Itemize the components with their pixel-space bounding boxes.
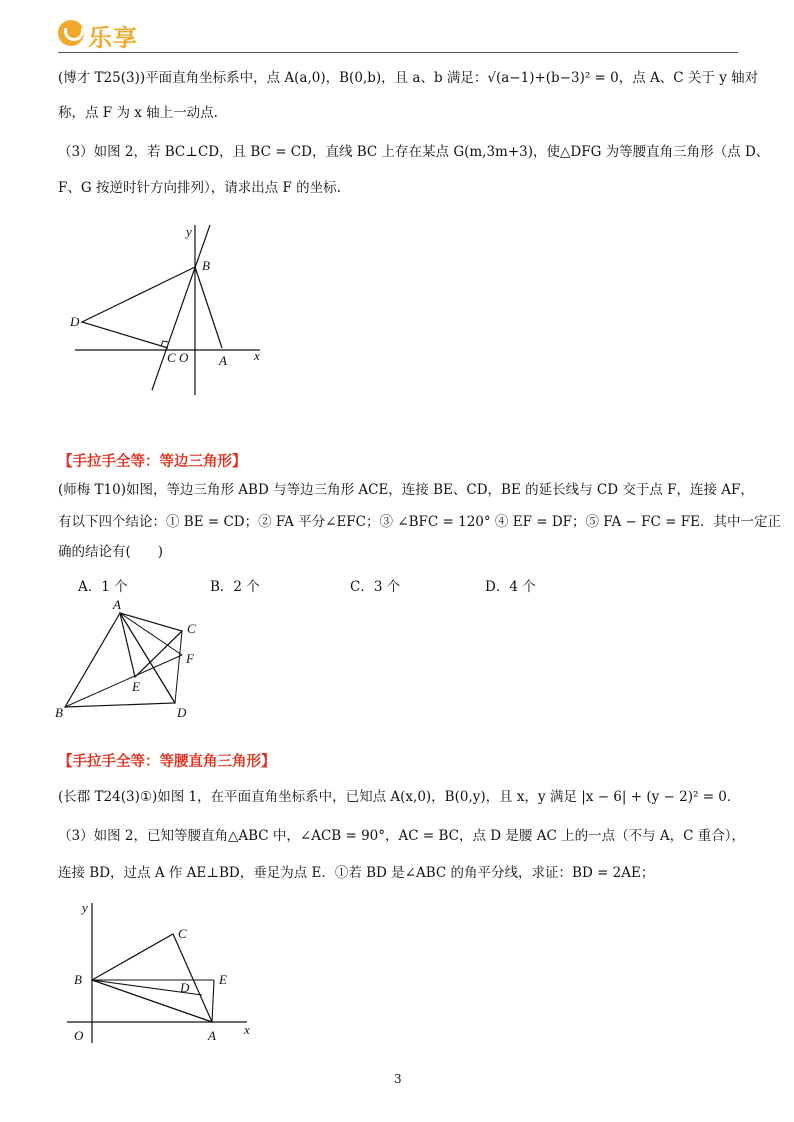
- segment-bf: [65, 655, 182, 707]
- option-c: C．3 个: [350, 579, 401, 595]
- label-a: A: [208, 1028, 216, 1043]
- segment-ec: [135, 631, 182, 677]
- label-y: y: [186, 224, 192, 239]
- section3-heading: 【手拉手全等：等腰直角三角形】: [58, 754, 276, 770]
- option-d: D．4 个: [485, 579, 536, 595]
- section2-line1: (师梅 T10)如图，等边三角形 ABD 与等边三角形 ACE，连接 BE、CD，BE 的延长线与 CD 交于点 F，连接 AF，: [58, 482, 754, 498]
- figure-coordinate-triangle: [60, 220, 280, 400]
- label-x: x: [244, 1022, 250, 1037]
- label-a: A: [219, 353, 227, 368]
- section2-line3: 确的结论有( ): [58, 544, 164, 560]
- problem1-line1: (博才 T25(3))平面直角坐标系中，点 A(a,0)，B(0,b)，且 a、b 满足：√(a−1)+(b−3)² = 0，点 A、C 关于 y 轴对: [58, 70, 759, 86]
- figure-isosceles-right-triangle: [62, 898, 262, 1048]
- section3-line3: 连接 BD，过点 A 作 AE⊥BD，垂足为点 E．①若 BD 是∠ABC 的角平分线，求证：BD = 2AE；: [58, 865, 655, 881]
- section3-line2: （3）如图 2，已知等腰直角△ABC 中，∠ACB = 90°，AC = BC，点 D 是腰 AC 上的一点（不与 A，C 重合），: [58, 828, 745, 844]
- label-b: B: [74, 972, 82, 987]
- label-b: B: [55, 705, 63, 720]
- figure-equilateral-triangles: [50, 595, 220, 725]
- label-e: E: [132, 679, 140, 694]
- problem1-line2: 称，点 F 为 x 轴上一动点.: [58, 105, 218, 121]
- page-number: 3: [394, 1072, 402, 1086]
- segment-ba: [92, 980, 212, 1022]
- label-o: O: [74, 1028, 84, 1043]
- segment-cd: [175, 631, 182, 703]
- label-b: B: [202, 258, 210, 273]
- option-b: B．2 个: [210, 579, 260, 595]
- problem1-line4: F、G 按逆时针方向排列），请求出点 F 的坐标.: [58, 180, 341, 196]
- header-divider: [58, 52, 738, 53]
- label-f: F: [186, 651, 194, 666]
- smile-logo-icon: [58, 20, 84, 46]
- segment-af: [120, 613, 182, 655]
- triangle-abd: [65, 613, 175, 707]
- label-x: x: [254, 348, 260, 363]
- label-y: y: [82, 900, 88, 915]
- label-e: E: [219, 972, 227, 987]
- section2-line2: 有以下四个结论：① BE = CD；② FA 平分∠EFC；③ ∠BFC = 120° ④ EF = DF；⑤ FA − FC = FE．其中一定正: [58, 514, 781, 530]
- line-bc: [152, 225, 210, 390]
- label-d: D: [180, 980, 190, 995]
- right-angle-mark: [161, 341, 168, 346]
- section3-line1: (长郡 T24(3)①)如图 1，在平面直角坐标系中，已知点 A(x,0)，B(0,y)，且 x，y 满足 |x − 6| + (y − 2)² = 0．: [58, 789, 741, 805]
- brand-logo: [58, 18, 148, 50]
- option-a: A．1 个: [78, 579, 128, 595]
- triangle-bca: [92, 934, 212, 1022]
- label-d: D: [177, 705, 187, 720]
- problem1-line3: （3）如图 2，若 BC⊥CD，且 BC = CD，直线 BC 上存在某点 G(m,3m+3)，使△DFG 为等腰直角三角形（点 D、: [58, 144, 770, 160]
- label-c: C: [178, 926, 187, 941]
- label-d: D: [70, 314, 80, 329]
- section2-heading: 【手拉手全等：等边三角形】: [58, 454, 247, 470]
- label-o: O: [179, 350, 189, 365]
- triangle-bdc: [82, 267, 195, 348]
- logo-text: 乐享: [88, 24, 138, 52]
- label-c: C: [167, 350, 176, 365]
- segment-ba: [195, 267, 222, 348]
- label-c: C: [187, 621, 196, 636]
- segment-ea: [212, 980, 214, 1022]
- label-a: A: [113, 597, 121, 612]
- triangle-ace: [120, 613, 182, 677]
